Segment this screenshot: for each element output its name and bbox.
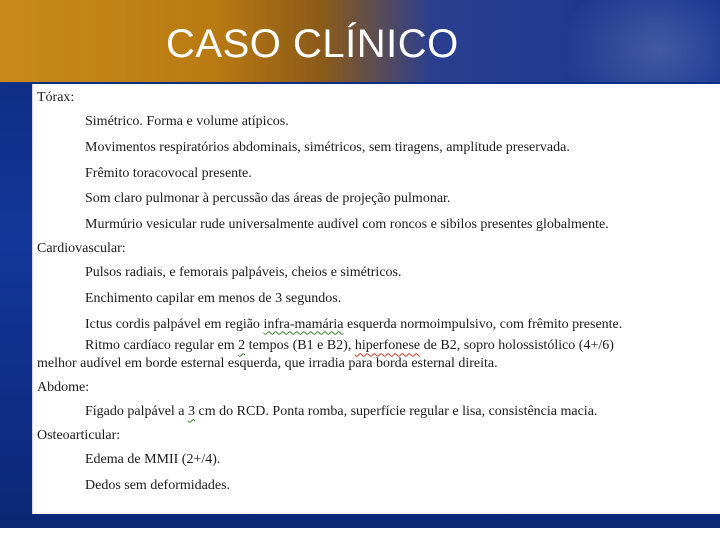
ritmo-text-c: tempos (B1 e B2), <box>245 338 355 354</box>
ictus-text-pre: Ictus cordis palpável em região <box>85 316 264 332</box>
abdome-figado-line <box>37 399 720 425</box>
cardio-ictus-line <box>37 312 720 338</box>
figado-text-post: cm do RCD. Ponta romba, superfície regular e lisa, consistência macia. <box>195 404 598 420</box>
cardio-line-2: Enchimento capilar em menos de 3 segundos. <box>85 290 342 306</box>
torax-line-3: Frêmito toracovocal presente. <box>85 165 252 181</box>
section-heading-torax: Tórax: <box>37 90 75 105</box>
cardio-ritmo-line <box>37 337 720 373</box>
cardio-line-1: Pulsos radiais, e femorais palpáveis, cheios e simétricos. <box>85 264 402 280</box>
bottom-strip <box>0 528 720 540</box>
section-heading-osteoarticular: Osteoarticular: <box>37 428 121 444</box>
ritmo-text-a: Ritmo cardíaco regular em <box>85 338 239 354</box>
title-bar <box>0 0 720 82</box>
document-text <box>33 84 720 499</box>
ictus-underlined-word: infra-mamária <box>263 316 344 332</box>
section-heading-cardiovascular: Cardiovascular: <box>37 240 126 256</box>
ritmo-text-e: de B2, sopro holossistólico (4+/6) <box>420 338 614 354</box>
osteo-line-1: Edema de MMII (2+/4). <box>85 452 221 468</box>
ritmo-underlined-number: 2 <box>238 338 246 354</box>
figado-underlined-number: 3 <box>188 404 196 420</box>
torax-line-2: Movimentos respiratórios abdominais, simétricos, sem tiragens, amplitude preservada. <box>85 139 570 155</box>
ritmo-text-continuation: melhor audível em borde esternal esquerda, que irradia para borda esternal direita. <box>37 356 498 372</box>
figado-text-pre: Fígado palpável a <box>85 404 189 420</box>
torax-line-1: Simétrico. Forma e volume atípicos. <box>85 114 289 129</box>
clinical-case-document <box>32 84 720 514</box>
osteo-line-2: Dedos sem deformidades. <box>85 477 231 493</box>
section-heading-abdome: Abdome: <box>37 380 90 396</box>
torax-line-5: Murmúrio vesicular rude universalmente audível com roncos e sibilos presentes globalmente. <box>85 217 609 233</box>
ritmo-underlined-word: hiperfonese <box>354 338 421 354</box>
slide-title: CASO CLÍNICO <box>166 22 459 66</box>
torax-line-4: Som claro pulmonar à percussão das áreas de projeção pulmonar. <box>85 191 451 207</box>
ictus-text-post: esquerda normoimpulsivo, com frêmito presente. <box>343 316 623 332</box>
